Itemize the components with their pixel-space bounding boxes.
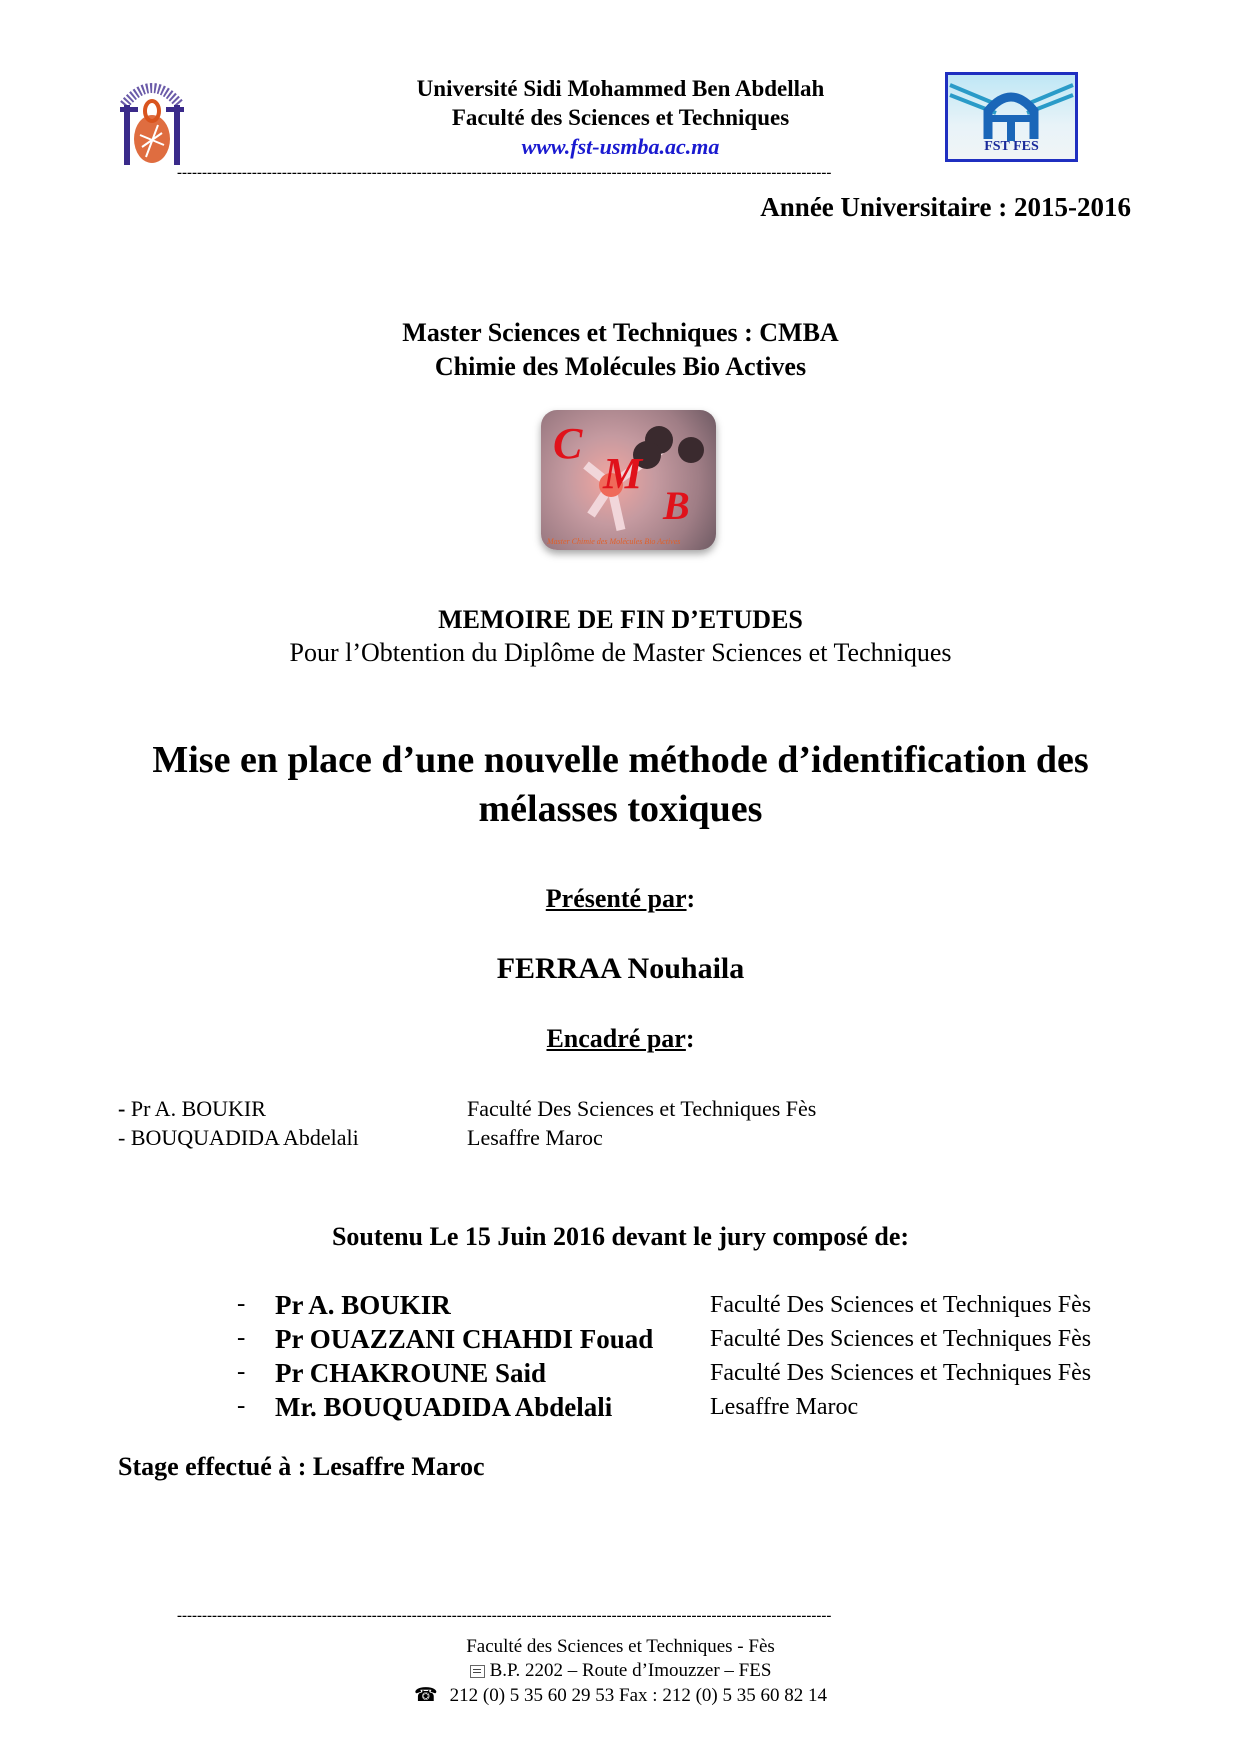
- list-dash: -: [118, 1096, 126, 1121]
- fst-fes-label: FST FES: [984, 139, 1039, 154]
- internship-location: Stage effectué à : Lesaffre Maroc: [118, 1452, 485, 1481]
- list-dash: -: [237, 1324, 246, 1351]
- academic-year: Année Universitaire : 2015-2016: [760, 192, 1131, 222]
- list-dash: -: [237, 1358, 246, 1385]
- supervisor-row: [118, 1125, 359, 1151]
- jury-member-name: Pr CHAKROUNE Said: [275, 1358, 547, 1388]
- supervisor-affiliation: Lesaffre Maroc: [467, 1125, 603, 1150]
- cmb-letter-b: B: [663, 483, 690, 528]
- cmb-caption: Master Chimie des Molécules Bio Actives: [547, 537, 681, 546]
- jury-member-name: Pr OUAZZANI CHAHDI Fouad: [275, 1324, 654, 1354]
- jury-member-affiliation: Faculté Des Sciences et Techniques Fès: [710, 1360, 1092, 1386]
- supervised-colon: :: [685, 1024, 695, 1053]
- jury-member-affiliation: Faculté Des Sciences et Techniques Fès: [710, 1326, 1092, 1352]
- defense-heading: Soutenu Le 15 Juin 2016 devant le jury composé de:: [331, 1222, 910, 1251]
- footer-address-text: B.P. 2202 – Route d’Imouzzer – FES: [489, 1660, 772, 1681]
- jury-row: [237, 1392, 1137, 1426]
- jury-row: [237, 1324, 1137, 1358]
- supervisor-name: BOUQUADIDA Abdelali: [130, 1125, 359, 1150]
- cmb-letter-c: C: [553, 419, 583, 468]
- memoire-heading: MEMOIRE DE FIN D’ETUDES: [438, 605, 803, 634]
- jury-member-affiliation: Faculté Des Sciences et Techniques Fès: [710, 1292, 1092, 1318]
- thesis-title-line2: mélasses toxiques: [478, 788, 763, 830]
- jury-row: [237, 1290, 1137, 1324]
- jury-member-name: Pr A. BOUKIR: [275, 1290, 451, 1320]
- footer-phone: [0, 1684, 1241, 1707]
- jury-row: [237, 1358, 1137, 1392]
- program-title: Master Sciences et Techniques : CMBA: [402, 318, 839, 347]
- footer-faculty: Faculté des Sciences et Techniques - Fès: [466, 1636, 775, 1657]
- jury-member-name: Mr. BOUQUADIDA Abdelali: [275, 1392, 613, 1422]
- thesis-title-line1: Mise en place d’une nouvelle méthode d’identification des: [152, 739, 1089, 781]
- presented-by-label: Présenté par: [545, 884, 687, 913]
- mailbox-icon: [470, 1665, 485, 1678]
- program-subtitle: Chimie des Molécules Bio Actives: [434, 352, 807, 381]
- supervised-by-label: Encadré par: [546, 1024, 686, 1053]
- website-link[interactable]: www.fst-usmba.ac.ma: [521, 134, 720, 159]
- list-dash: -: [237, 1290, 246, 1317]
- cmb-letter-m: M: [603, 449, 643, 498]
- phone-icon: ☎: [413, 1685, 438, 1706]
- footer-separator: -----------------------------------------------------------------------------------------------------------------------------------: [177, 1608, 832, 1624]
- footer-address: [0, 1660, 1241, 1682]
- cmb-logo: [541, 410, 716, 550]
- author-name: FERRAA Nouhaila: [496, 952, 745, 985]
- header-separator: -----------------------------------------------------------------------------------------------------------------------------------: [177, 165, 832, 181]
- list-dash: -: [118, 1125, 126, 1150]
- presented-by-heading: [0, 884, 1241, 914]
- supervised-by-heading: [0, 1024, 1241, 1054]
- supervisor-name: Pr A. BOUKIR: [130, 1096, 266, 1121]
- fst-fes-logo: [945, 72, 1078, 162]
- supervisor-affiliation: Faculté Des Sciences et Techniques Fès: [467, 1096, 817, 1121]
- memoire-subheading: Pour l’Obtention du Diplôme de Master Sciences et Techniques: [289, 638, 952, 667]
- university-name: Université Sidi Mohammed Ben Abdellah: [416, 76, 825, 101]
- presented-colon: :: [686, 884, 696, 913]
- faculty-name: Faculté des Sciences et Techniques: [451, 105, 790, 130]
- footer-phone-text: 212 (0) 5 35 60 29 53 Fax : 212 (0) 5 35 60 82 14: [449, 1685, 827, 1706]
- fst-arch-icon: [950, 85, 1073, 141]
- jury-member-affiliation: Lesaffre Maroc: [710, 1394, 859, 1420]
- list-dash: -: [237, 1392, 246, 1419]
- supervisor-row: [118, 1096, 266, 1122]
